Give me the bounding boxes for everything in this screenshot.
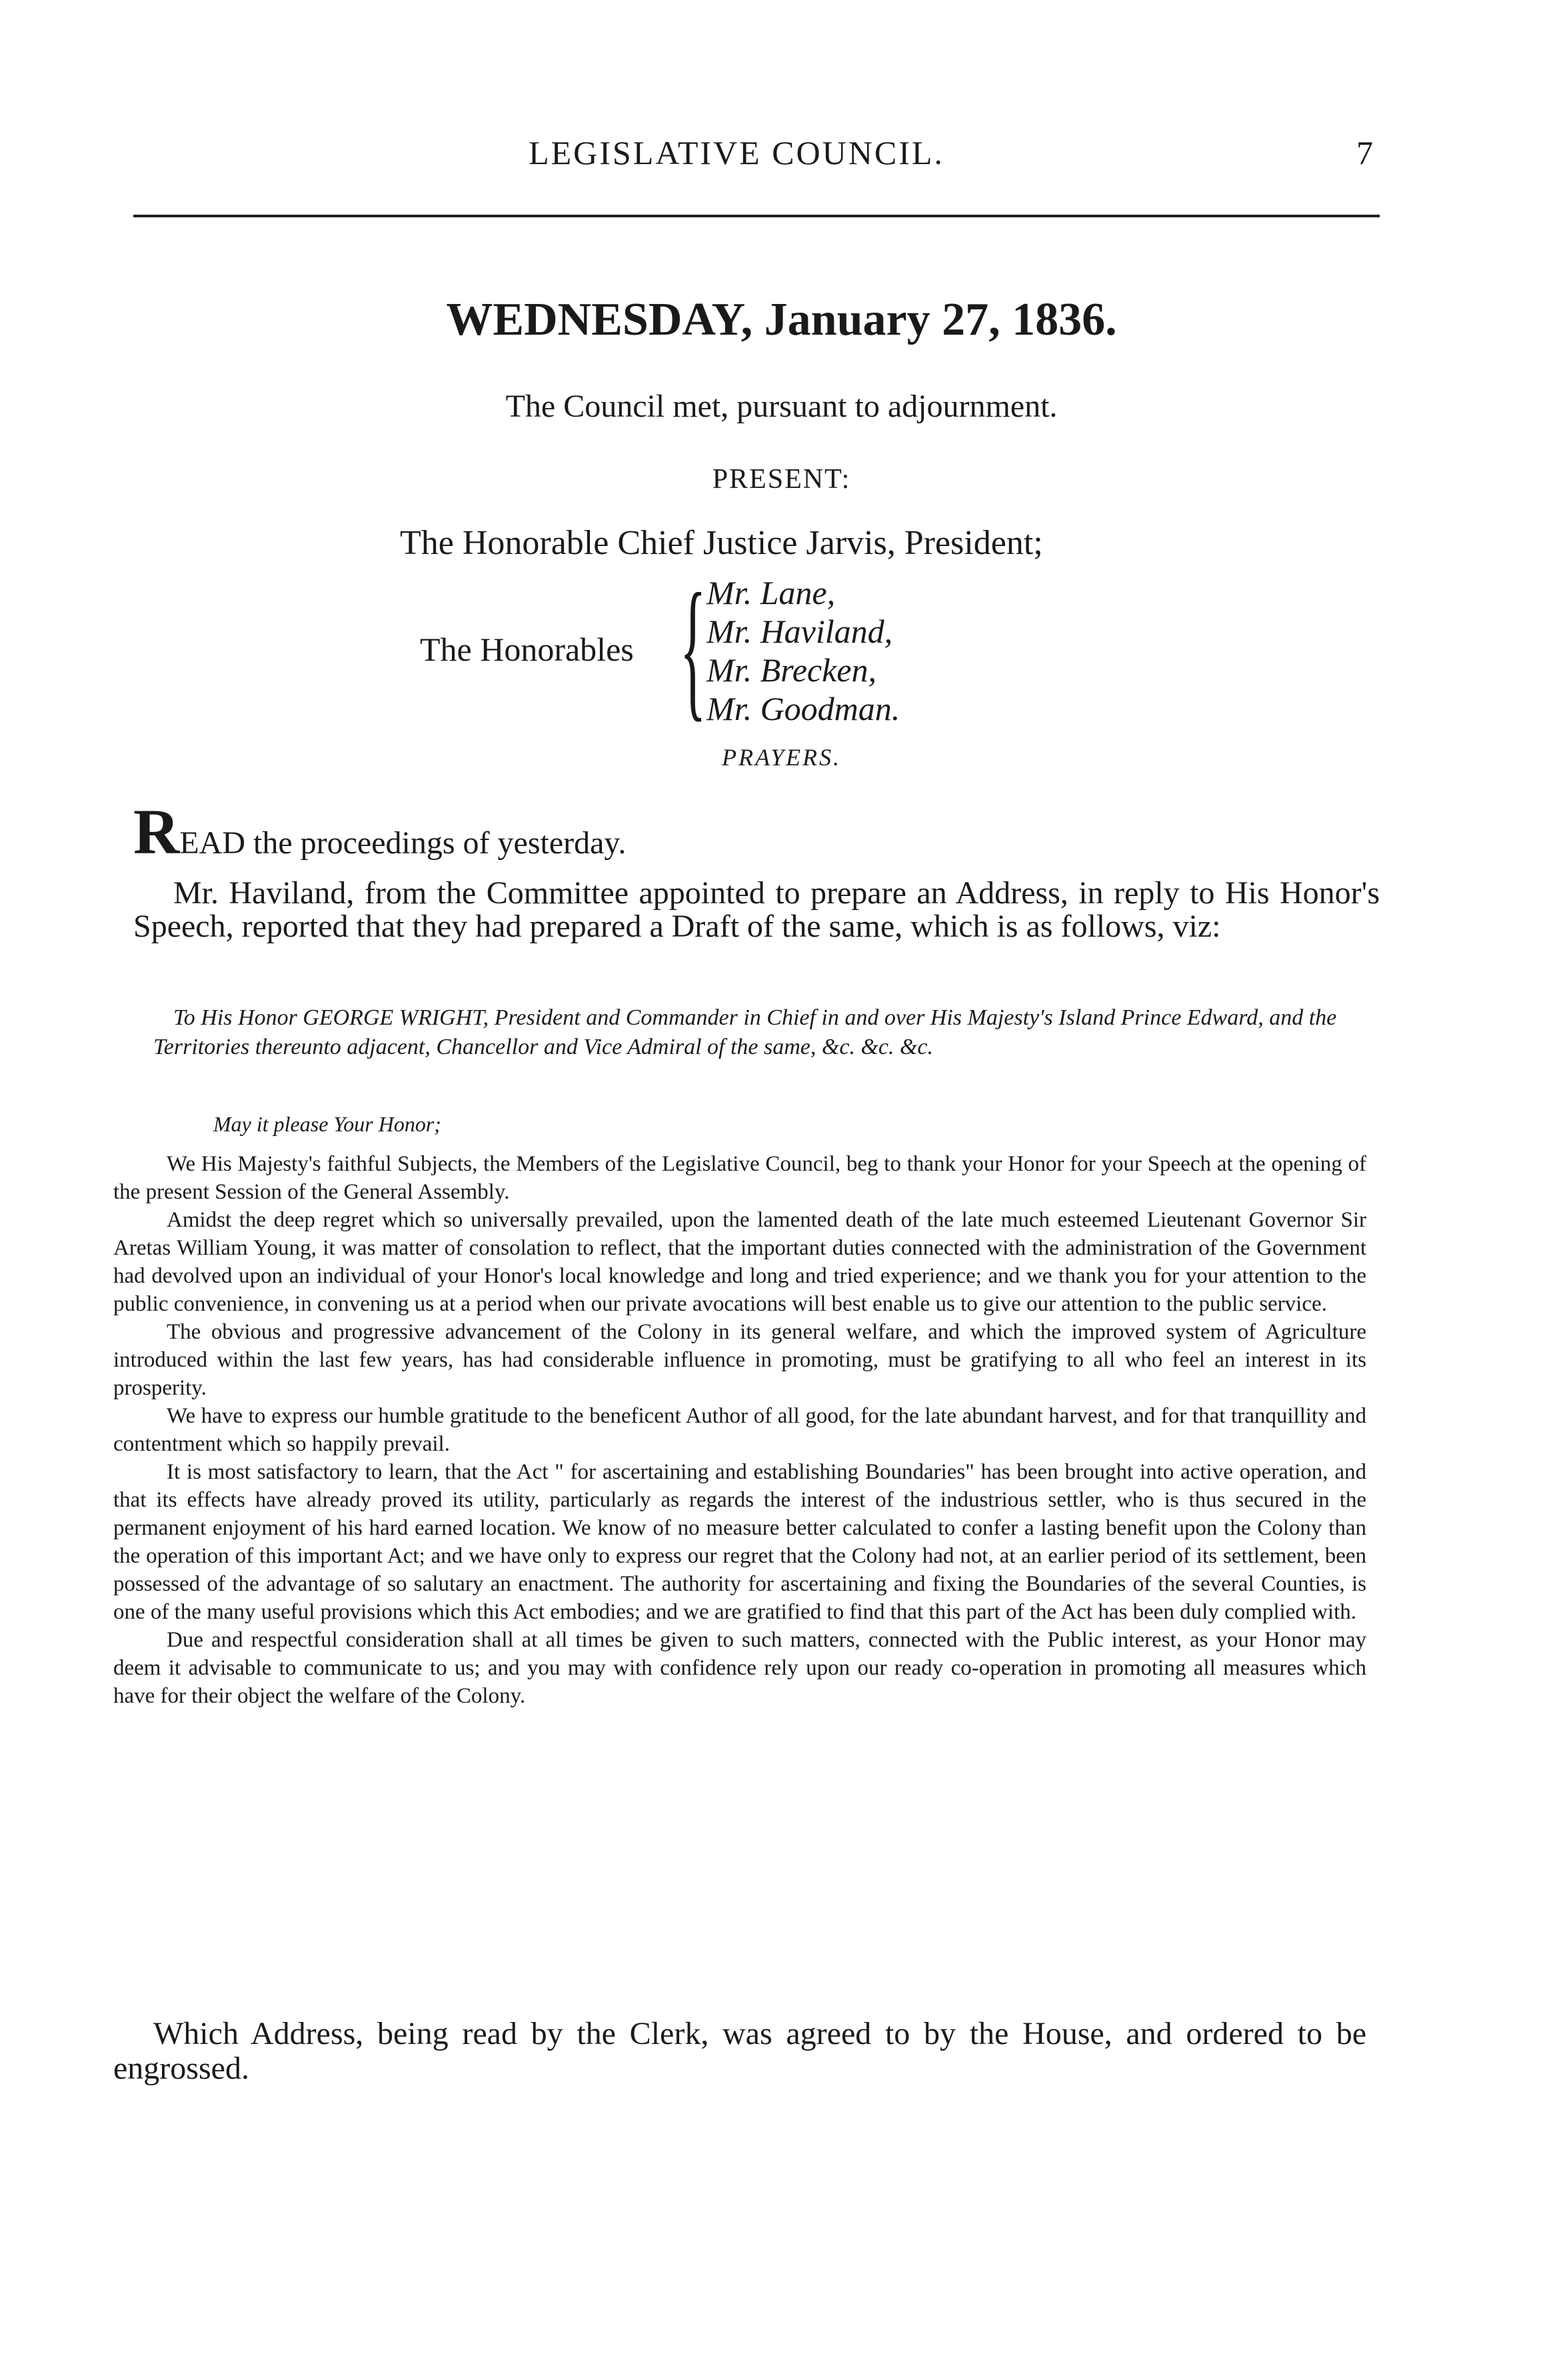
date-heading: WEDNESDAY, January 27, 1836. xyxy=(446,294,1117,345)
honorables-label: The Honorables xyxy=(420,631,634,668)
closing-paragraph: Which Address, being read by the Clerk, was agreed to by the House, and ordered to be engrossed. xyxy=(113,2016,1366,2086)
address-salutation: May it please Your Honor; xyxy=(213,1112,441,1136)
running-title: LEGISLATIVE COUNCIL. xyxy=(529,134,944,171)
address-paragraph: Due and respectful consideration shall at all times be given to such matters, connected with the Public interest, as your Honor may deem it advisable to communicate to us; and you may with confidence rely upon our ready co-operation in promoting all measures which have for their object the welfare of the Colony. xyxy=(113,1628,1366,1708)
read-text: EAD the proceedings of yesterday. xyxy=(179,825,627,861)
page-number: 7 xyxy=(1356,134,1373,171)
member-name: Mr. Goodman. xyxy=(707,690,900,727)
drop-cap: R xyxy=(133,796,180,867)
prayers-heading: PRAYERS. xyxy=(722,744,841,771)
member-name: Mr. Lane, xyxy=(707,574,836,611)
present-label: PRESENT: xyxy=(712,464,851,495)
read-paragraph xyxy=(133,796,627,867)
address-paragraph: The obvious and progressive advancement of the Colony in its general welfare, and which the improved system of Agriculture introduced within the last few years, has had considerable influence in promoting, must be gratifying to all who feel an interest in its prosperity. xyxy=(113,1320,1366,1400)
running-head xyxy=(100,133,1373,173)
member-name: Mr. Brecken, xyxy=(707,651,876,689)
brace-glyph: { xyxy=(680,561,707,735)
address-paragraph: We have to express our humble gratitude to the beneficent Author of all good, for the late abundant harvest, and for that tranquillity and contentment which so happily prevail. xyxy=(113,1404,1366,1456)
address-heading: To His Honor GEORGE WRIGHT, President and Commander in Chief in and over His Majesty's Island Prince Edward, and the Territories thereunto adjacent, Chancellor and Vice Admiral of the same, &c. &c. &c. xyxy=(153,1005,1337,1059)
address-paragraph: It is most satisfactory to learn, that the Act " for ascertaining and establishing Boundaries" has been brought into active operation, and that its effects have already proved its utility, particularly as regards the interest of the industrious settler, who is thus secured in the permanent enjoyment of his hard earned location. We know of no measure better calculated to confer a lasting benefit upon the Colony than the operation of this important Act; and we have only to express our regret that the Colony had not, at an earlier period of its settlement, been possessed of the advantage of so salutary an enactment. The authority for ascertaining and fixing the Boundaries of the several Counties, is one of the many useful provisions which this Act embodies; and we are gratified to find that this part of the Act has been duly complied with. xyxy=(113,1460,1366,1624)
address-body xyxy=(113,1150,1366,1710)
president-line: The Honorable Chief Justice Jarvis, President; xyxy=(400,524,1043,562)
address-paragraph: Amidst the deep regret which so universally prevailed, upon the lamented death of the late much esteemed Lieutenant Governor Sir Aretas William Young, it was matter of consolation to reflect, that the important duties connected with the administration of the Government had devolved upon an individual of your Honor's local knowledge and long and tried experience; and we thank you for your attention to the public convenience, in convening us at a period when our private avocations will best enable us to give our attention to the public service. xyxy=(113,1208,1366,1316)
header-rule xyxy=(133,215,1380,217)
member-list xyxy=(707,573,900,728)
member-name: Mr. Haviland, xyxy=(707,613,893,650)
committee-paragraph: Mr. Haviland, from the Committee appointed to prepare an Address, in reply to His Honor's Speech, reported that they had prepared a Draft of the same, which is as follows, viz: xyxy=(133,875,1380,944)
address-paragraph: We His Majesty's faithful Subjects, the Members of the Legislative Council, beg to thank your Honor for your Speech at the opening of the present Session of the General Assembly. xyxy=(113,1152,1366,1204)
meeting-line: The Council met, pursuant to adjournment. xyxy=(505,389,1058,424)
